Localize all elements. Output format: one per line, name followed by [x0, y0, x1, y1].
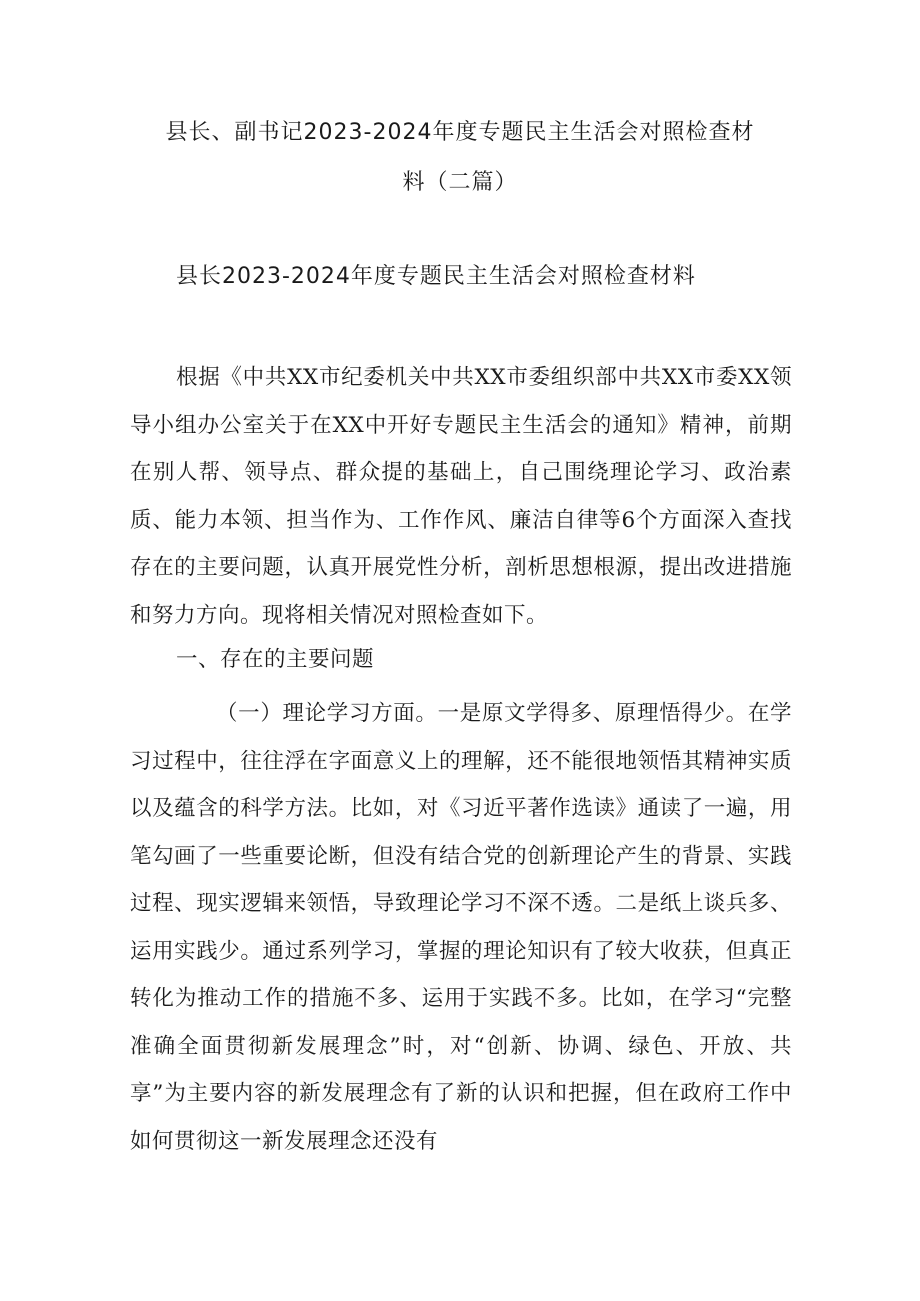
- document-title-line-1: 县长、副书记2023-2024年度专题民主生活会对照检查材: [165, 120, 755, 145]
- theory-study-paragraph: （一）理论学习方面。一是原文学得多、原理悟得少。在学习过程中，往往浮在字面意义上的理解，还不能很地领悟其精神实质以及蕴含的科学方法。比如，对《习近平著作选读》通读了一遍，用笔勾画了一些重要论断，但没有结合党的创新理论产生的背景、实践过程、现实逻辑来领悟，导致理论学习不深不透。二是纸上谈兵多、运用实践少。通过系列学习，掌握的理论知识有了较大收获，但真正转化为推动工作的措施不多、运用于实践不多。比如，在学习“完整准确全面贯彻新发展理念”时，对“创新、协调、绿色、开放、共享”为主要内容的新发展理念有了新的认识和把握，但在政府工作中如何贯彻这一新发展理念还没有: [130, 701, 792, 1154]
- document-title-line-2: 料（二篇）: [402, 170, 518, 195]
- section-heading: 一、存在的主要问题: [176, 647, 375, 672]
- intro-paragraph: 根据《中共XX市纪委机关中共XX市委组织部中共XX市委XX领导小组办公室关于在XX中开好专题民主生活会的通知》精神，前期在别人帮、领导点、群众提的基础上，自己围绕理论学习、政治素质、能力本领、担当作为、工作作风、廉洁自律等6个方面深入查找存在的主要问题，认真开展党性分析，剖析思想根源，提出改进措施和努力方向。现将相关情况对照检查如下。: [130, 365, 792, 628]
- section-subtitle: 县长2023-2024年度专题民主生活会对照检查材料: [176, 264, 696, 289]
